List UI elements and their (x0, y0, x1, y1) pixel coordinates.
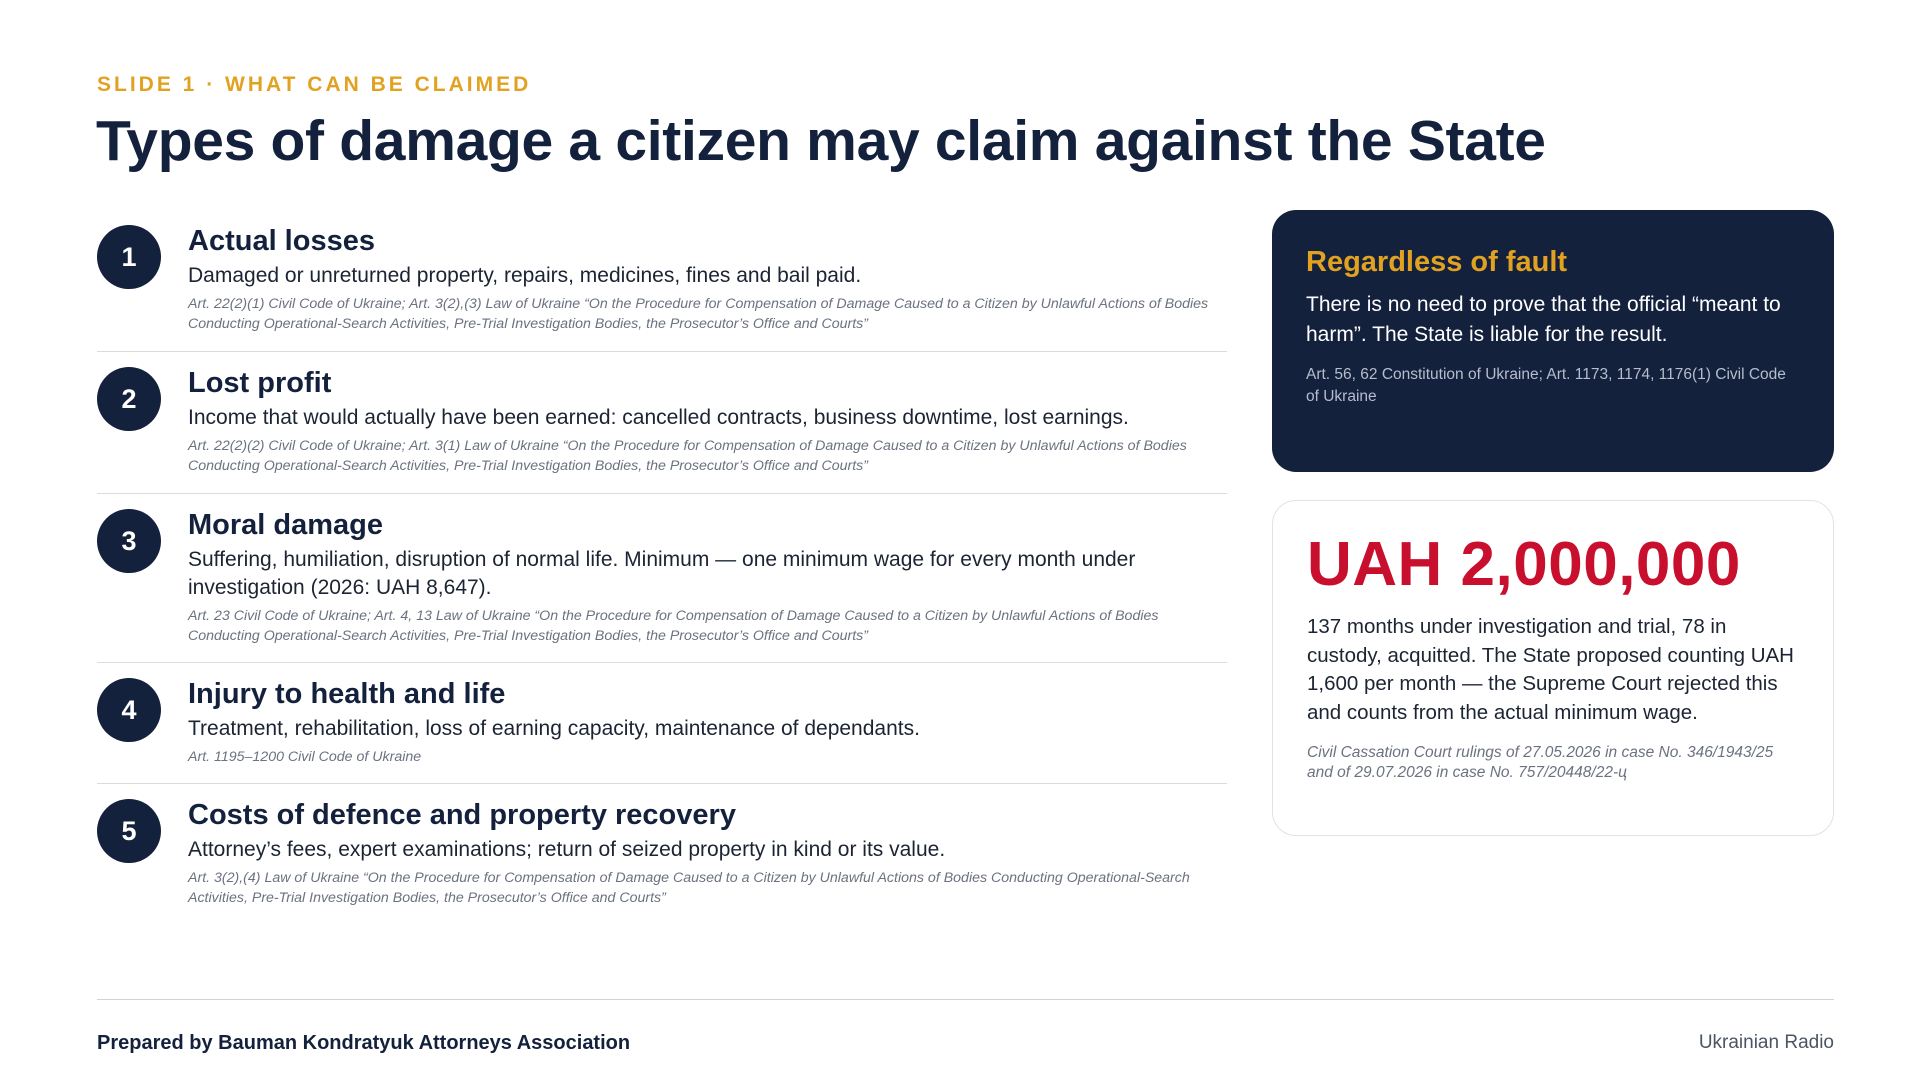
item-description: Suffering, humiliation, disruption of normal life. Minimum — one minimum wage for every month under investigation (2026: UAH 8,647). (188, 548, 1136, 599)
item-number-badge: 3 (97, 509, 161, 573)
case-card-body: 137 months under investigation and trial, 78 in custody, acquitted. The State proposed counting UAH 1,600 per month — the Supreme Court rejected this and counts from the actual minimum wage. (1307, 615, 1794, 724)
fault-card-body: There is no need to prove that the official “meant to harm”. The State is liable for the result. (1306, 293, 1781, 346)
item-number-badge: 4 (97, 678, 161, 742)
item-description: Attorney’s fees, expert examinations; return of seized property in kind or its value. (188, 838, 946, 861)
item-title: Actual losses (188, 225, 375, 257)
list-item (97, 663, 1227, 784)
item-title: Lost profit (188, 367, 332, 399)
fault-card-reference: Art. 56, 62 Constitution of Ukraine; Art. 1173, 1174, 1176(1) Civil Code of Ukraine (1306, 366, 1786, 405)
item-legal-reference: Art. 22(2)(1) Civil Code of Ukraine; Art. 3(2),(3) Law of Ukraine “On the Procedure for Compensation of Damage Caused to a Citizen by Unlawful Actions of Bodies Conducting Operational-Search Activities, Pre-Trial Investigation Bodies, the Prosecutor’s Office and Courts” (188, 296, 1209, 332)
item-legal-reference: Art. 23 Civil Code of Ukraine; Art. 4, 13 Law of Ukraine “On the Procedure for Compensation of Damage Caused to a Citizen by Unlawful Actions of Bodies Conducting Operational-Search Activities, Pre-Trial Investigation Bodies, the Prosecutor’s Office and Courts” (188, 608, 1159, 644)
item-legal-reference: Art. 1195–1200 Civil Code of Ukraine (188, 749, 422, 765)
item-number-badge: 2 (97, 367, 161, 431)
item-title: Costs of defence and property recovery (188, 799, 736, 831)
fault-card-title: Regardless of fault (1306, 246, 1568, 278)
item-number-badge: 1 (97, 225, 161, 289)
footer-source: Ukrainian Radio (1698, 1032, 1834, 1053)
list-item (97, 352, 1227, 494)
list-item (97, 210, 1227, 352)
item-title: Injury to health and life (188, 678, 506, 710)
item-description: Income that would actually have been earned: cancelled contracts, business downtime, lost earnings. (188, 406, 1129, 429)
case-card-reference: Civil Cassation Court rulings of 27.05.2026 in case No. 346/1943/25 and of 29.07.2026 in case No. 757/20448/22-ц (1307, 744, 1774, 781)
item-legal-reference: Art. 22(2)(2) Civil Code of Ukraine; Art. 3(1) Law of Ukraine “On the Procedure for Compensation of Damage Caused to a Citizen by Unlawful Actions of Bodies Conducting Operational-Search Activities, Pre-Trial Investigation Bodies, the Prosecutor’s Office and Courts” (188, 438, 1187, 474)
item-title: Moral damage (188, 509, 383, 541)
item-legal-reference: Art. 3(2),(4) Law of Ukraine “On the Procedure for Compensation of Damage Caused to a Citizen by Unlawful Actions of Bodies Conducting Operational-Search Activities, Pre-Trial Investigation Bodies, the Prosecutor’s Office and Courts” (188, 870, 1190, 906)
footer-divider (97, 999, 1834, 1000)
footer-prepared-by: Prepared by Bauman Kondratyuk Attorneys Association (97, 1032, 631, 1054)
list-item (97, 784, 1227, 924)
case-card (1272, 500, 1834, 836)
item-number-badge: 5 (97, 799, 161, 863)
slide-eyebrow: SLIDE 1 · WHAT CAN BE CLAIMED (97, 73, 532, 96)
list-item (97, 494, 1227, 663)
damage-types-list (97, 210, 1227, 924)
case-amount: UAH 2,000,000 (1307, 530, 1741, 599)
item-description: Damaged or unreturned property, repairs, medicines, fines and bail paid. (188, 264, 862, 287)
fault-card (1272, 210, 1834, 472)
item-description: Treatment, rehabilitation, loss of earning capacity, maintenance of dependants. (188, 717, 920, 740)
slide-title: Types of damage a citizen may claim against the State (96, 109, 1546, 173)
